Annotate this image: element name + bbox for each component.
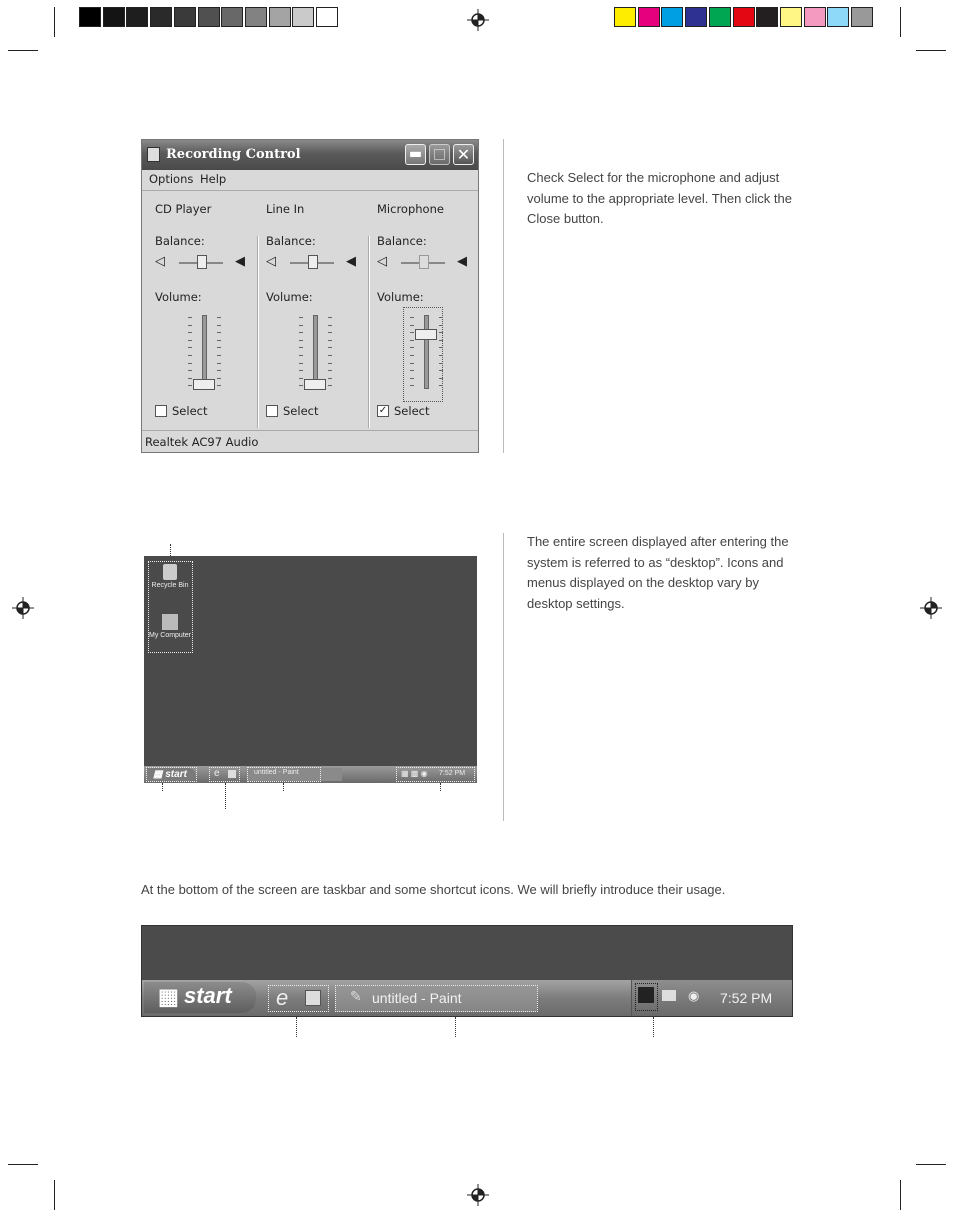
channel-name: Microphone <box>377 202 444 216</box>
volume-tick <box>328 355 332 356</box>
volume-label: Volume: <box>377 290 424 304</box>
menu-bar <box>142 170 478 191</box>
volume-tick <box>328 340 332 341</box>
volume-icon[interactable] <box>662 990 676 1001</box>
maximize-button[interactable]: □ <box>429 144 450 165</box>
crop-mark <box>8 50 38 51</box>
clock: 7:52 PM <box>439 770 466 777</box>
balance-label: Balance: <box>266 234 316 248</box>
volume-tick <box>299 370 303 371</box>
volume-tick <box>217 347 221 348</box>
volume-tick <box>217 385 221 386</box>
volume-tick <box>328 325 332 326</box>
device-name: Realtek AC97 Audio <box>145 435 259 449</box>
focus-rectangle <box>403 307 443 402</box>
color-swatch <box>614 7 636 27</box>
status-bar <box>142 430 478 453</box>
volume-tick <box>439 385 443 386</box>
volume-tick <box>439 347 443 348</box>
volume-slider-track <box>313 315 318 389</box>
volume-tick <box>439 340 443 341</box>
volume-tick <box>299 317 303 318</box>
callout-leader-task <box>283 783 284 791</box>
volume-tick <box>439 363 443 364</box>
crop-mark <box>900 1180 901 1210</box>
speaker-right-icon: ◀ <box>235 254 245 269</box>
select-checkbox[interactable] <box>155 405 167 417</box>
clock: 7:52 PM <box>720 990 773 1006</box>
volume-tick <box>188 317 192 318</box>
volume-tick <box>299 355 303 356</box>
volume-tick <box>217 325 221 326</box>
divider-line <box>503 533 504 821</box>
volume-tick <box>410 317 414 318</box>
color-swatch <box>685 7 707 27</box>
system-tray <box>631 980 792 1016</box>
volume-tick <box>217 317 221 318</box>
balance-slider-thumb[interactable] <box>197 255 207 269</box>
balance-label: Balance: <box>377 234 427 248</box>
crop-mark <box>8 1164 38 1165</box>
title-bar <box>142 140 478 170</box>
color-swatch <box>221 7 243 27</box>
start-button[interactable]: ▦ start <box>147 768 195 781</box>
callout-leader-task <box>455 1017 456 1037</box>
volume-label: Volume: <box>155 290 202 304</box>
volume-tick <box>299 325 303 326</box>
volume-tick <box>410 363 414 364</box>
security-shield-icon[interactable]: ◉ <box>688 988 700 1003</box>
volume-tick <box>188 332 192 333</box>
volume-slider-thumb[interactable] <box>415 329 437 340</box>
volume-tick <box>410 378 414 379</box>
speaker-right-icon: ◀ <box>346 254 356 269</box>
color-swatch <box>174 7 196 27</box>
volume-tick <box>217 378 221 379</box>
color-swatch <box>851 7 873 27</box>
desktop-description: The entire screen displayed after entering the system is referred to as “desktop”. Icons and menus displayed on the desktop vary by desktop settings. <box>527 534 789 611</box>
minimize-button[interactable]: ▬ <box>405 144 426 165</box>
volume-tick <box>439 332 443 333</box>
volume-slider-thumb[interactable] <box>304 379 326 390</box>
color-swatch <box>126 7 148 27</box>
color-swatch <box>804 7 826 27</box>
color-swatch <box>709 7 731 27</box>
volume-tick <box>188 325 192 326</box>
color-swatch <box>150 7 172 27</box>
volume-tick <box>410 370 414 371</box>
speaker-left-icon: ◁ <box>155 254 165 269</box>
volume-tick <box>328 370 332 371</box>
volume-tick <box>328 317 332 318</box>
volume-tick <box>299 347 303 348</box>
crop-mark <box>916 50 946 51</box>
callout-leader-quicklaunch <box>296 1017 297 1037</box>
volume-tick <box>217 340 221 341</box>
crop-mark <box>54 1180 55 1210</box>
volume-tick <box>410 347 414 348</box>
registration-mark-icon <box>12 597 34 619</box>
select-label: Select <box>394 404 430 418</box>
callout-leader-tray <box>653 1017 654 1037</box>
volume-tick <box>328 378 332 379</box>
color-swatch <box>638 7 660 27</box>
start-button[interactable] <box>144 982 256 1013</box>
volume-tick <box>328 363 332 364</box>
volume-tick <box>217 355 221 356</box>
channel-line-in <box>253 192 363 428</box>
volume-tick <box>410 355 414 356</box>
balance-label: Balance: <box>155 234 205 248</box>
volume-tick <box>328 385 332 386</box>
volume-tick <box>439 317 443 318</box>
color-swatch <box>79 7 101 27</box>
color-swatch <box>780 7 802 27</box>
channel-cd-player <box>142 192 252 428</box>
volume-tick <box>299 378 303 379</box>
task-label: untitled - Paint <box>254 769 299 776</box>
channel-name: Line In <box>266 202 305 216</box>
callout-leader-tray <box>440 783 441 791</box>
volume-tick <box>439 370 443 371</box>
volume-tick <box>328 332 332 333</box>
volume-tick <box>188 340 192 341</box>
start-label: start <box>184 983 232 1008</box>
menu-help[interactable]: Help <box>200 172 227 186</box>
volume-tick <box>439 355 443 356</box>
tray-icons[interactable]: ▦ ▩ ◉ <box>401 769 428 778</box>
speaker-right-icon: ◀ <box>457 254 467 269</box>
recording-control-window <box>141 139 479 453</box>
crop-mark <box>54 7 55 37</box>
volume-tick <box>188 363 192 364</box>
select-checkbox[interactable]: ✓ <box>378 405 388 416</box>
select-checkbox[interactable] <box>266 405 278 417</box>
desktop-taskbar <box>144 766 477 783</box>
volume-slider-track <box>424 315 429 389</box>
volume-tick <box>188 355 192 356</box>
channel-microphone <box>364 192 474 428</box>
registration-mark-icon <box>467 9 489 31</box>
internet-explorer-icon[interactable]: e <box>276 985 289 1010</box>
volume-slider-thumb[interactable] <box>193 379 215 390</box>
registration-mark-icon <box>467 1184 489 1206</box>
speaker-left-icon: ◁ <box>377 254 387 269</box>
my-computer-icon[interactable] <box>148 614 192 639</box>
volume-tick <box>217 332 221 333</box>
crop-mark <box>900 7 901 37</box>
volume-tick <box>410 385 414 386</box>
volume-tick <box>299 363 303 364</box>
my-computer-label: My Computer <box>148 632 191 639</box>
color-swatch <box>292 7 314 27</box>
volume-tick <box>410 325 414 326</box>
close-button[interactable]: ✕ <box>453 144 474 165</box>
volume-tick <box>188 370 192 371</box>
registration-mark-icon <box>920 597 942 619</box>
select-label: Select <box>283 404 319 418</box>
balance-slider-thumb[interactable] <box>308 255 318 269</box>
volume-tick <box>328 347 332 348</box>
callout-leader-quicklaunch <box>225 783 226 809</box>
window-title: Recording Control <box>166 147 301 162</box>
color-swatch <box>661 7 683 27</box>
color-swatch <box>756 7 778 27</box>
volume-tick <box>299 385 303 386</box>
task-label: untitled - Paint <box>372 990 462 1006</box>
recycle-bin-label: Recycle Bin <box>151 582 189 589</box>
volume-tick <box>188 347 192 348</box>
color-swatch <box>198 7 220 27</box>
color-swatch <box>103 7 125 27</box>
volume-tick <box>299 332 303 333</box>
divider-line <box>503 139 504 453</box>
select-label: Select <box>172 404 208 418</box>
paint-icon: ✎ <box>350 988 362 1004</box>
taskbar-screenshot <box>141 925 793 1017</box>
volume-tick <box>217 363 221 364</box>
volume-tick <box>299 340 303 341</box>
volume-tick <box>188 378 192 379</box>
color-swatch <box>269 7 291 27</box>
start-label: start <box>165 769 187 780</box>
instruction-text-1: Check Select for the microphone and adjust volume to the appropriate level. Then click the Close button. <box>527 170 792 226</box>
recycle-bin-icon[interactable] <box>148 564 192 589</box>
show-desktop-icon[interactable] <box>228 770 236 778</box>
desktop-screenshot <box>144 556 477 783</box>
color-swatch <box>733 7 755 27</box>
network-icon[interactable] <box>638 987 654 1003</box>
speaker-left-icon: ◁ <box>266 254 276 269</box>
windows-logo-icon: ▦ <box>158 984 179 1009</box>
taskbar-intro: At the bottom of the screen are taskbar and some shortcut icons. We will briefly introduce their usage. <box>141 882 726 897</box>
crop-mark <box>916 1164 946 1165</box>
volume-tick <box>439 325 443 326</box>
volume-tick <box>410 340 414 341</box>
show-desktop-icon[interactable] <box>305 990 321 1006</box>
menu-options[interactable]: Options <box>149 172 194 186</box>
balance-slider-thumb[interactable] <box>419 255 429 269</box>
channel-name: CD Player <box>155 202 212 216</box>
color-swatch <box>316 7 338 27</box>
volume-label: Volume: <box>266 290 313 304</box>
volume-slider-track <box>202 315 207 389</box>
volume-tick <box>410 332 414 333</box>
internet-explorer-icon[interactable]: e <box>214 768 220 779</box>
color-swatch <box>827 7 849 27</box>
color-swatch <box>245 7 267 27</box>
callout-leader-start <box>162 783 163 791</box>
volume-tick <box>217 370 221 371</box>
volume-tick <box>439 378 443 379</box>
volume-tick <box>188 385 192 386</box>
app-icon <box>147 147 160 162</box>
taskbar <box>142 980 792 1016</box>
